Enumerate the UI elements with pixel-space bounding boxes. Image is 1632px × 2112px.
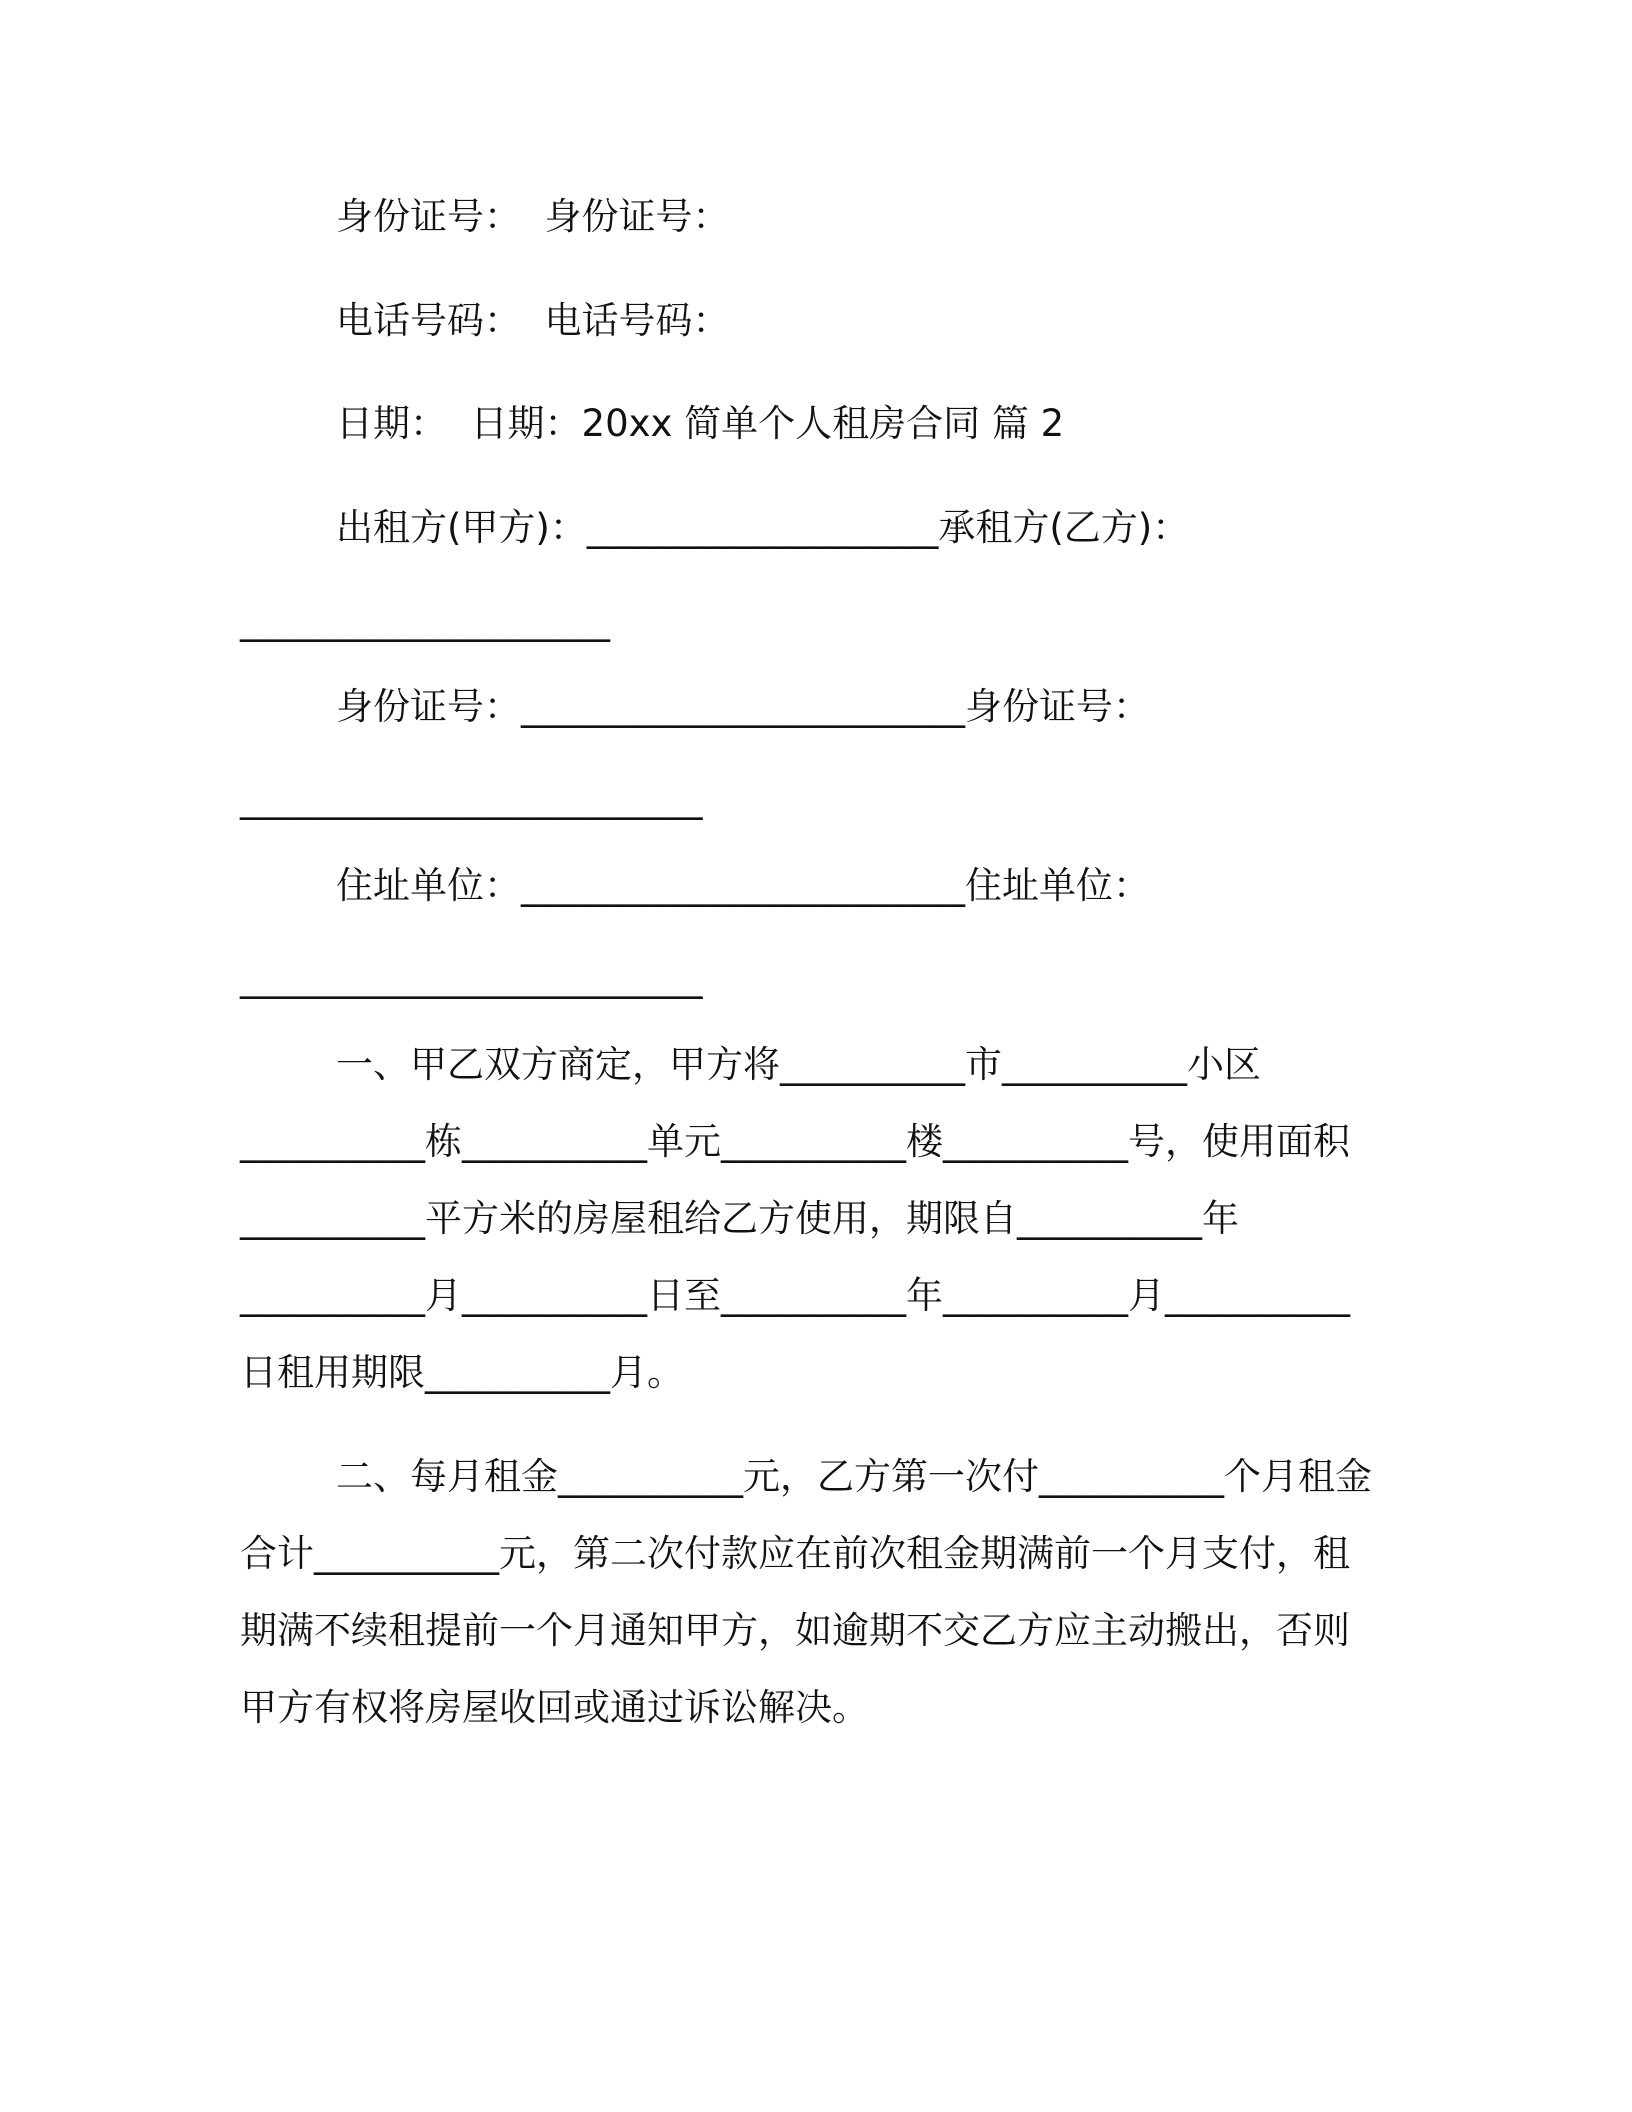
clause-1-line-4: __________月__________日至__________年__________月__________ [240, 1274, 1350, 1317]
clause-1-line-5: 日租用期限__________月。 [240, 1351, 684, 1394]
date-line: 日期： 日期：20xx 简单个人租房合同 篇 2 [336, 402, 1065, 445]
clause-2-line-2: 合计__________元，第二次付款应在前次租金期满前一个月支付，租 [240, 1532, 1350, 1575]
party-id-line: 身份证号：________________________身份证号： [336, 685, 1150, 728]
party-address-blank-line: _________________________ [240, 956, 703, 999]
clause-1-line-2: __________栋__________单元__________楼__________号，使用面积 [240, 1120, 1350, 1163]
clause-2-line-4: 甲方有权将房屋收回或通过诉讼解决。 [240, 1686, 869, 1729]
party-address-line: 住址单位：________________________住址单位： [336, 864, 1150, 907]
clause-1-line-1: 一、甲乙双方商定，甲方将__________市__________小区 [336, 1043, 1261, 1086]
clause-2-line-3: 期满不续租提前一个月通知甲方，如逾期不交乙方应主动搬出，否则 [240, 1609, 1350, 1652]
party-id-blank-line: _________________________ [240, 777, 703, 820]
clause-2-line-1: 二、每月租金__________元，乙方第一次付__________个月租金 [336, 1455, 1372, 1498]
phone-number-line: 电话号码： 电话号码： [336, 299, 730, 342]
clause-1-line-3: __________平方米的房屋租给乙方使用，期限自__________年 [240, 1197, 1239, 1240]
landlord-tenant-line: 出租方(甲方)：___________________承租方(乙方)： [336, 506, 1190, 549]
id-number-line: 身份证号： 身份证号： [336, 195, 730, 238]
tenant-blank-line: ____________________ [240, 599, 610, 642]
